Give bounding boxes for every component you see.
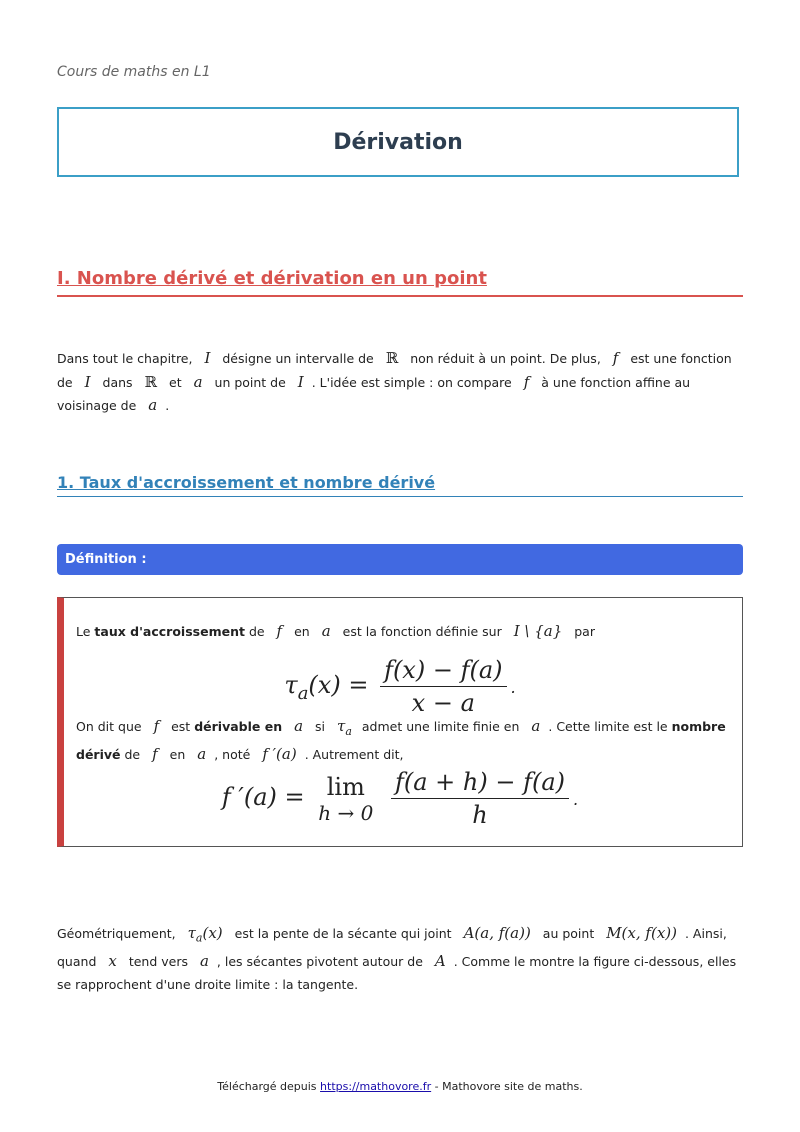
text: est la pente de la sécante qui joint	[234, 926, 452, 941]
text: à une fonction affine au voisinage de	[57, 374, 691, 413]
math-f: f	[152, 744, 158, 763]
text: , les sécantes pivotent autour de	[216, 954, 423, 969]
period: .	[510, 678, 516, 697]
formula-taux	[64, 656, 736, 717]
period: .	[573, 790, 579, 809]
math-lhs: f ′(a) =	[221, 783, 305, 811]
intro-paragraph	[57, 347, 743, 418]
math-a: a	[193, 372, 203, 391]
text: de	[124, 746, 141, 762]
math-x: x	[108, 952, 117, 970]
text: , noté	[214, 746, 251, 762]
text: dans	[102, 374, 133, 390]
title-box	[57, 107, 739, 177]
text: tend vers	[128, 954, 188, 969]
text: . Ainsi, quand	[57, 926, 727, 969]
fraction	[380, 656, 506, 717]
limit	[318, 773, 373, 825]
text: Le	[76, 624, 91, 639]
math-I: I	[84, 372, 91, 391]
math-sub-a: a	[297, 682, 309, 704]
text: Dans tout le chapitre,	[57, 351, 193, 366]
section-heading: I. Nombre dérivé et dérivation en un point	[57, 268, 743, 297]
text: . L'idée est simple : on compare	[311, 374, 512, 390]
formula-derivative	[64, 768, 736, 829]
text: admet une limite finie en	[361, 719, 520, 734]
text: par	[574, 624, 595, 639]
math-tau: τ	[284, 671, 298, 699]
limit-operator: lim	[326, 772, 365, 801]
footer-suffix: - Mathovore site de maths.	[434, 1080, 583, 1093]
text: un point de	[214, 374, 286, 390]
text: .	[165, 398, 170, 413]
course-label: Cours de maths en L1	[57, 64, 211, 80]
definition-paragraph-1	[76, 620, 736, 643]
math-fprime: f ′(a)	[262, 744, 297, 763]
math-domain: I \ {a}	[513, 622, 563, 640]
text: est une fonction de	[57, 351, 732, 390]
math-f: f	[523, 372, 530, 391]
text: . Cette limite est le	[548, 719, 668, 734]
math-f: f	[153, 717, 160, 735]
fraction-denominator: x − a	[411, 689, 475, 717]
fraction	[391, 768, 569, 829]
footer	[0, 1080, 800, 1093]
math-arg: (x) =	[308, 671, 369, 699]
math-a: a	[321, 622, 331, 640]
math-point-A: A(a, f(a))	[463, 924, 531, 942]
text: au point	[542, 926, 595, 941]
text: si	[315, 719, 326, 734]
fraction-numerator: f(a + h) − f(a)	[391, 768, 569, 799]
text: . Comme le montre la figure ci-dessous, elles se rapprochent d'une droite limite : la tangente.	[57, 954, 737, 992]
text: en	[169, 746, 186, 762]
fraction-denominator: h	[472, 801, 488, 829]
math-sub-a: a	[195, 931, 203, 945]
text: est	[171, 719, 191, 734]
text: et	[169, 374, 182, 390]
math-a: a	[199, 952, 209, 970]
math-arg: (x)	[202, 924, 223, 942]
text: désigne un intervalle de	[222, 351, 374, 366]
math-R: ℝ	[144, 372, 158, 391]
text: de	[248, 624, 265, 639]
text: . Autrement dit,	[304, 746, 404, 762]
page-title: Dérivation	[333, 129, 463, 155]
text: en	[294, 624, 310, 639]
text: non réduit à un point. De plus,	[410, 351, 601, 366]
math-sub-a: a	[345, 724, 352, 738]
math-a: a	[294, 717, 304, 735]
math-A: A	[434, 952, 446, 970]
bold-term: taux d'accroissement	[94, 624, 245, 639]
text: Géométriquement,	[57, 926, 176, 941]
bold-term: dérivable en	[194, 719, 283, 734]
math-point-M: M(x, f(x))	[606, 924, 677, 942]
text: est la fonction définie sur	[342, 624, 502, 639]
text: On dit que	[76, 719, 142, 734]
math-R: ℝ	[385, 349, 399, 367]
limit-subscript: h → 0	[318, 800, 374, 825]
math-tau: τ	[187, 924, 196, 942]
geometry-paragraph	[57, 922, 743, 996]
bold-term: nombre dérivé	[76, 719, 726, 762]
math-a: a	[531, 717, 541, 735]
math-f: f	[276, 622, 283, 640]
footer-prefix: Téléchargé depuis	[217, 1080, 317, 1093]
math-f: f	[612, 349, 619, 367]
definition-box	[57, 597, 743, 847]
math-I: I	[297, 372, 304, 391]
definition-header: Définition :	[57, 544, 743, 575]
math-a: a	[197, 744, 207, 763]
subsection-heading: 1. Taux d'accroissement et nombre dérivé	[57, 473, 743, 497]
math-tau: τ	[337, 717, 346, 735]
mathovore-link[interactable]: https://mathovore.fr	[320, 1080, 432, 1093]
math-I: I	[204, 349, 211, 367]
math-a: a	[148, 396, 158, 414]
fraction-numerator: f(x) − f(a)	[380, 656, 506, 687]
definition-paragraph-2	[76, 715, 736, 766]
